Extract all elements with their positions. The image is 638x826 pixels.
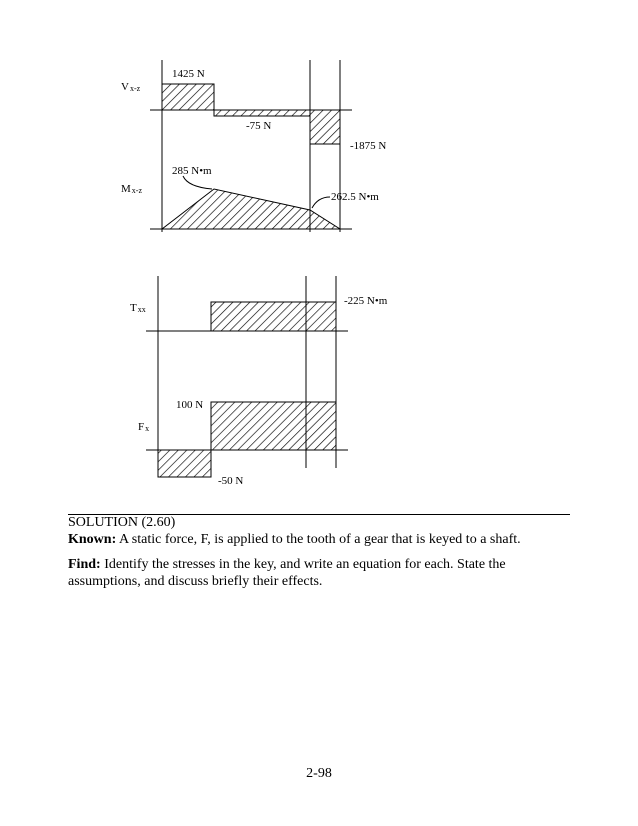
shear-value-1: 1425 N	[172, 68, 205, 80]
shear-value-2: -75 N	[246, 120, 272, 132]
page-number: 2-98	[306, 766, 332, 781]
axial-value-1: 100 N	[176, 399, 204, 411]
moment-diagram	[121, 165, 379, 229]
torque-axis-label: Txx	[130, 302, 146, 314]
shear-block-negative	[310, 110, 340, 144]
axial-block-negative	[158, 450, 211, 477]
known-paragraph	[68, 531, 548, 548]
axial-value-2: -50 N	[218, 475, 244, 487]
moment-value-2: 262.5 N•m	[331, 191, 379, 203]
find-label: Find:	[68, 557, 101, 572]
axial-axis-label: Fx	[138, 421, 150, 433]
moment-area	[162, 189, 340, 229]
axial-block-positive	[211, 402, 336, 450]
torque-value-1: -225 N•m	[344, 295, 388, 307]
shear-axis-label: Vx-z	[121, 81, 141, 93]
moment-axis-label: Mx-z	[121, 183, 142, 195]
known-text: A static force, F, is applied to the tooth of a gear that is keyed to a shaft.	[116, 532, 521, 547]
solution-title: SOLUTION (2.60)	[68, 515, 176, 530]
shear-block-small	[214, 110, 310, 116]
axial-diagram	[138, 399, 348, 487]
find-text: Identify the stresses in the key, and write an equation for each. State the assumptions, and discuss briefly their effects.	[68, 557, 506, 589]
find-paragraph	[68, 556, 548, 590]
shear-value-3: -1875 N	[350, 140, 387, 152]
torque-block	[211, 302, 336, 331]
shear-block-positive	[162, 84, 214, 110]
moment-value-1: 285 N•m	[172, 165, 212, 177]
known-label: Known:	[68, 532, 117, 547]
